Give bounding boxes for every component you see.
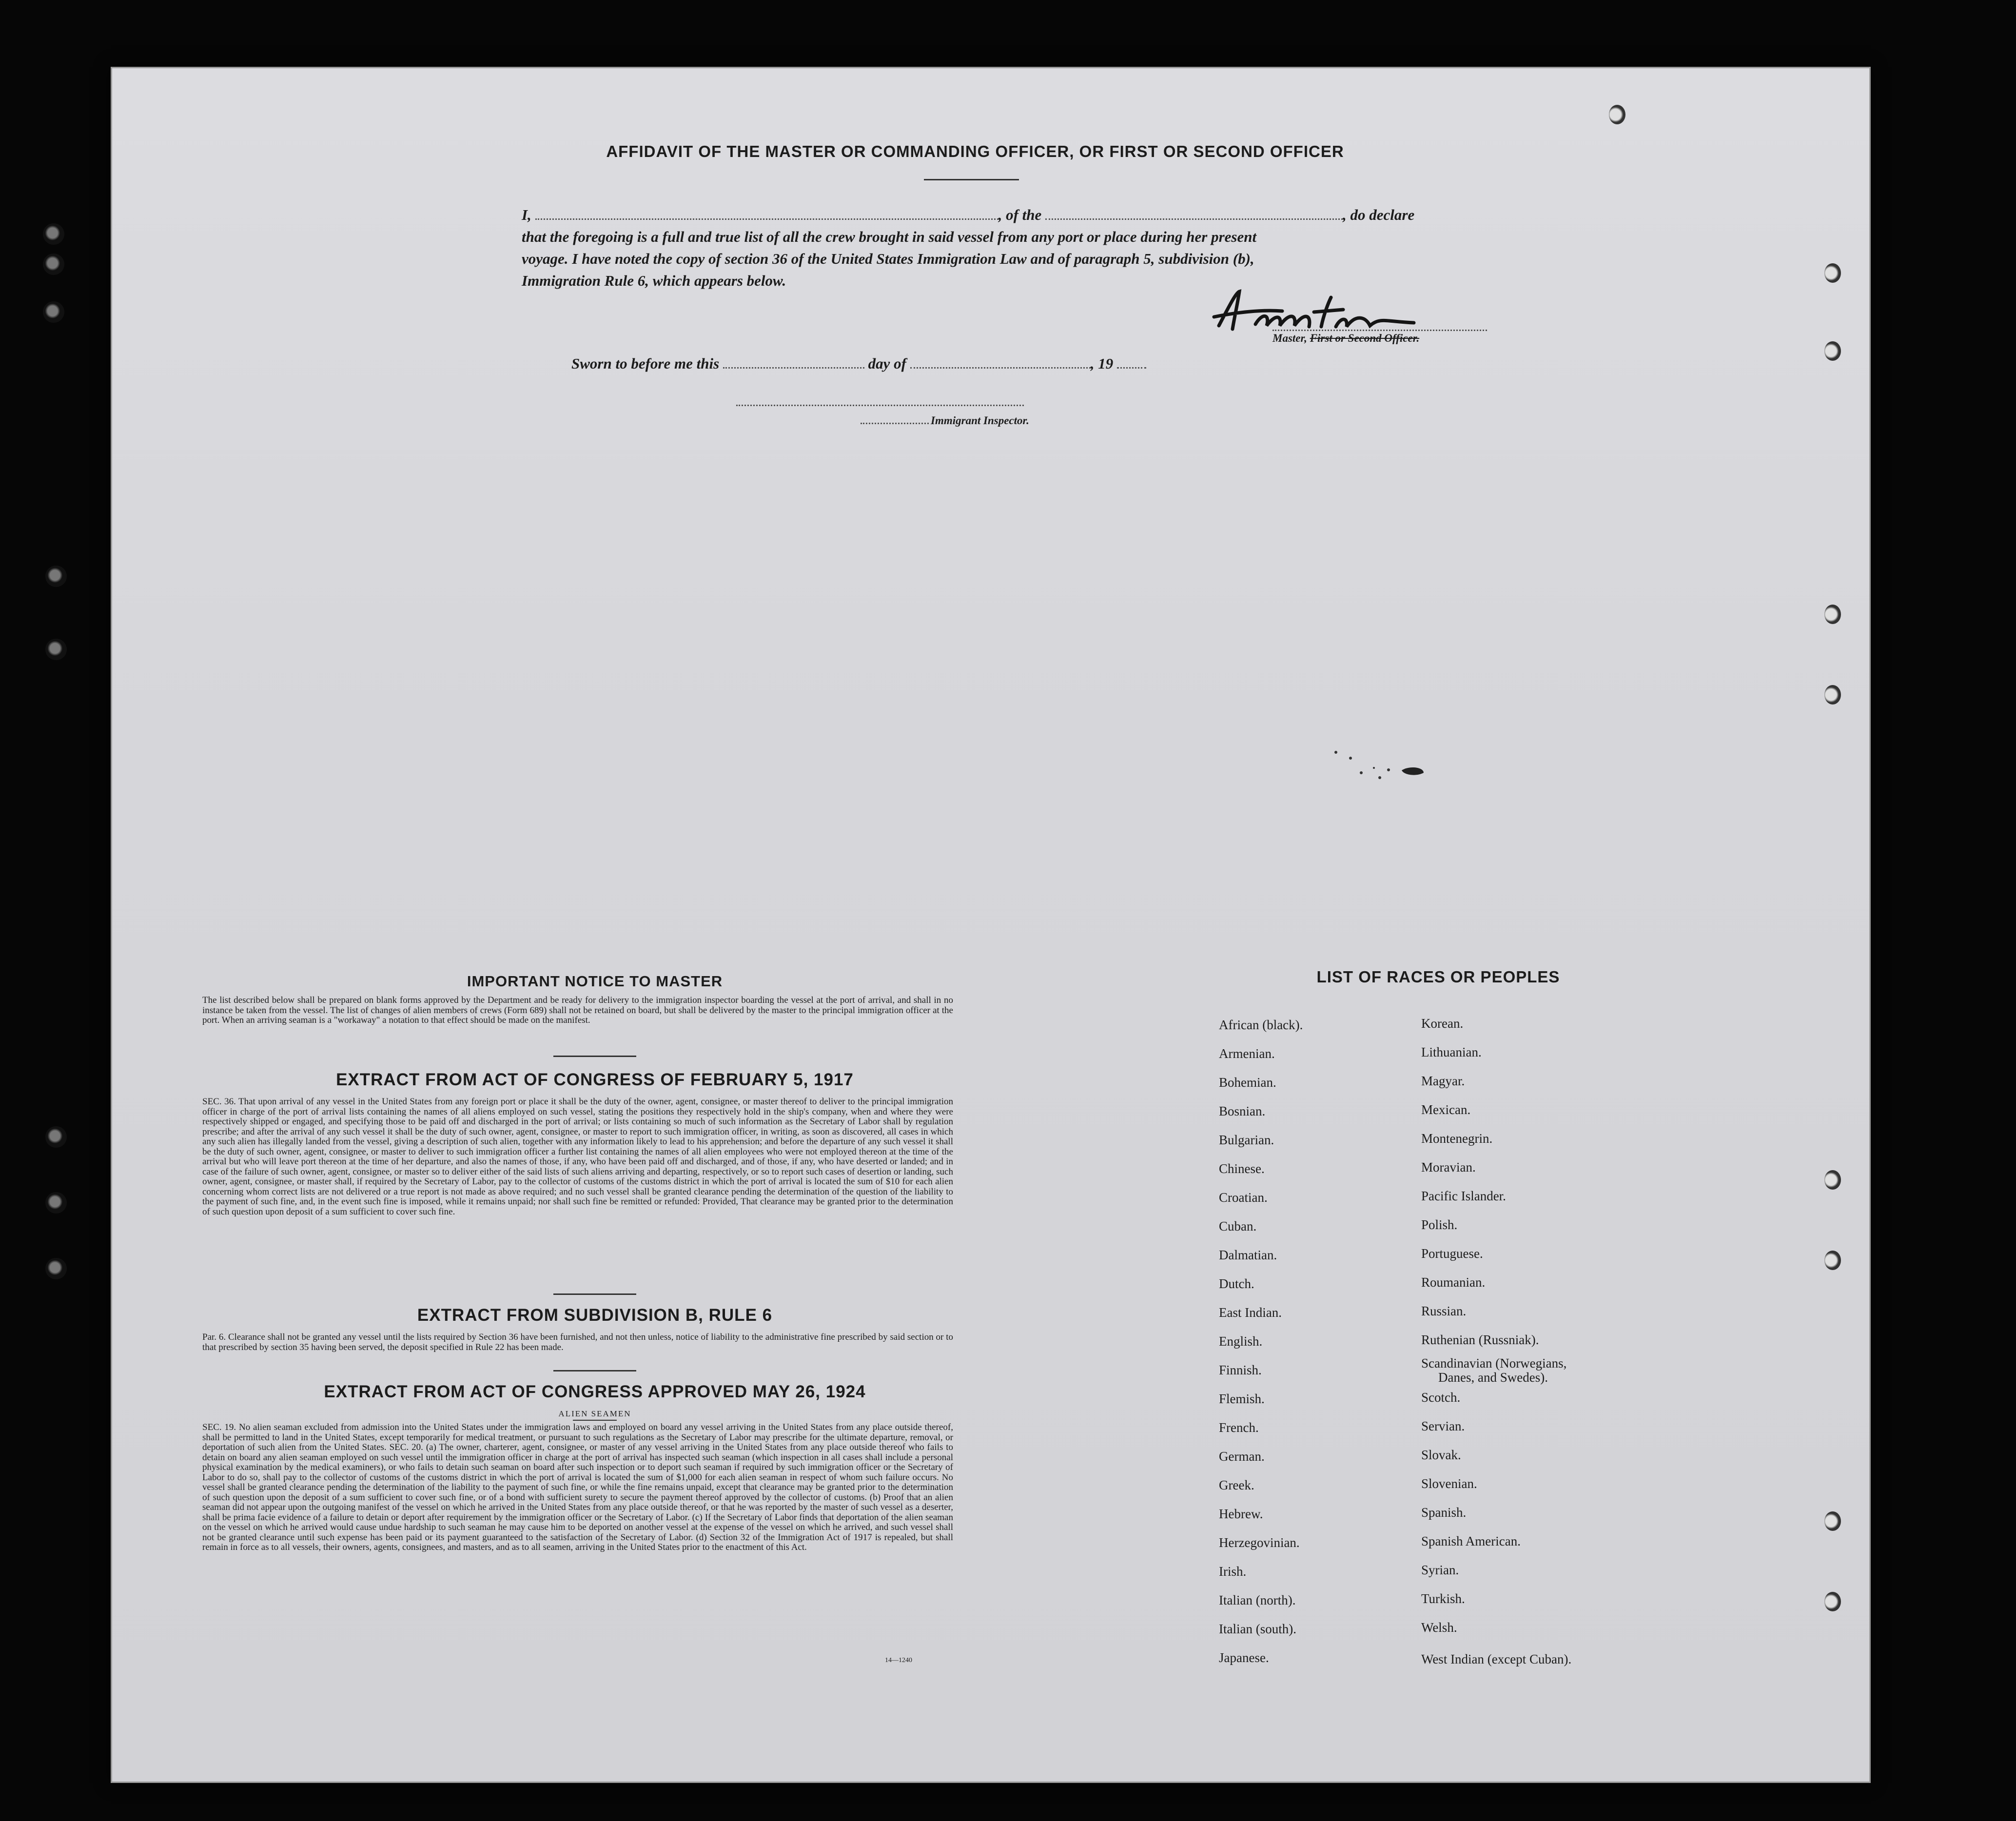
race-scandinavian: Scandinavian (Norwegians, [1421,1356,1567,1371]
race-bosnian: Bosnian. [1219,1104,1266,1118]
race-korean: Korean. [1421,1016,1464,1031]
race-spanish: Spanish. [1421,1505,1467,1520]
affidavit-line-3: voyage. I have noted the copy of section 36 of the United States Immigration Law and of paragraph 5, subdivision (b), [522,250,1254,267]
race-armenian: Armenian. [1219,1046,1275,1061]
punch-hole [45,566,67,587]
race-east-indian: East Indian. [1219,1305,1282,1320]
race-mexican: Mexican. [1421,1102,1471,1117]
race-welsh: Welsh. [1421,1620,1457,1635]
sworn-year: , 19 [1090,355,1114,372]
punch-hole [45,1126,67,1148]
punch-hole [1824,605,1841,624]
race-bulgarian: Bulgarian. [1219,1133,1274,1147]
sworn-month-field[interactable] [910,365,1091,369]
extract-rule6-body: Par. 6. Clearance shall not be granted any vessel until the lists required by Section 36 have been furnished, and not then unless, notice of liability to the administrative fine prescribed by said section or to that prescribed by section 35 having been served, the deposit specified in Rule 22 has been made. [202,1332,953,1352]
section-divider [553,1370,636,1371]
punch-hole [43,223,64,245]
race-montenegrin: Montenegrin. [1421,1131,1493,1146]
punch-hole [1824,263,1841,283]
race-polish: Polish. [1421,1217,1458,1232]
race-portuguese: Portuguese. [1421,1246,1483,1261]
inspector-name-field[interactable] [861,421,929,424]
race-japanese: Japanese. [1219,1650,1269,1665]
notice-title: IMPORTANT NOTICE TO MASTER [467,973,723,990]
master-title [1272,330,1487,345]
do-declare-label: , do declare [1343,206,1415,223]
extract-1917-title: EXTRACT FROM ACT OF CONGRESS OF FEBRUARY 5, 1917 [336,1070,854,1089]
punch-hole [1824,341,1841,361]
punch-hole [1824,1592,1841,1611]
title-underline [924,179,1019,180]
race-italian-south: Italian (south). [1219,1622,1296,1636]
race-roumanian: Roumanian. [1421,1275,1486,1290]
race-finnish: Finnish. [1219,1363,1262,1377]
sworn-prefix: Sworn to before me this [571,355,720,372]
race-flemish: Flemish. [1219,1391,1265,1406]
race-english: English. [1219,1334,1263,1349]
master-signature [1209,288,1463,336]
race-ruthenian: Ruthenian (Russniak). [1421,1332,1539,1347]
punch-hole [43,254,64,275]
punch-hole [1824,1511,1841,1531]
sworn-day-of: day of [868,355,906,372]
punch-hole [1609,105,1625,124]
race-dutch: Dutch. [1219,1276,1254,1291]
declarant-name-field[interactable] [535,216,998,220]
inspector-signature-line[interactable] [736,405,1024,406]
race-bohemian: Bohemian. [1219,1075,1276,1090]
declarant-i: I, [522,206,531,223]
race-servian: Servian. [1421,1419,1465,1433]
race-slovak: Slovak. [1421,1448,1461,1462]
race-hebrew: Hebrew. [1219,1507,1263,1521]
punch-hole [1824,1170,1841,1190]
section-divider [553,1293,636,1295]
extract-rule6-title: EXTRACT FROM SUBDIVISION B, RULE 6 [417,1306,773,1325]
affidavit-line-1 [522,204,1502,226]
race-chinese: Chinese. [1219,1161,1265,1176]
race-turkish: Turkish. [1421,1591,1465,1606]
alien-seamen-subtitle: ALIEN SEAMEN [558,1409,631,1418]
extract-1924-title: EXTRACT FROM ACT OF CONGRESS APPROVED MAY 26, 1924 [324,1382,866,1401]
race-slovenian: Slovenian. [1421,1476,1477,1491]
race-spanish-american: Spanish American. [1421,1534,1521,1548]
section-divider [553,1056,636,1057]
race-russian: Russian. [1421,1304,1467,1318]
race-herzegovinian: Herzegovinian. [1219,1535,1300,1550]
race-croatian: Croatian. [1219,1190,1268,1205]
extract-1924-body: SEC. 19. No alien seaman excluded from admission into the United States under the immigration laws and employed on board any vessel arriving in the United States from any place outside thereof, shall be permitted to land in the United States, except temporarily for medical treatment, or pursuant to such regulations as the Secretary of Labor may prescribe for the ultimate departure, removal, or deportation of such alien from the United States. SEC. 20. (a) The owner, charterer, agent, consignee, or master of any vessel arriving in the United States from any place outside thereof who fails to detain on board any alien seaman employed on such vessel until the immigration officer in charge at the port of arrival has inspected such seaman (which inspection in all cases shall include a personal physical examination by the medical examiners), or who fails to detain such seaman on board after such inspection or to deport such seaman if required by such immigration officer or the Secretary of Labor to do so, shall pay to the collector of customs of the customs district in which the port of arrival is located the sum of $1,000 for each alien seaman in respect of whom such failure occurs. No vessel shall be granted clearance pending the determination of the liability to the payment of such fine, or while the fine remains unpaid, except that clearance may be granted prior to the determination of such question upon the deposit of a sum sufficient to cover such fine, or of a bond with sufficient surety to secure the payment thereof approved by the collector of customs. (b) Proof that an alien seaman did not appear upon the outgoing manifest of the vessel on which he arrived in the United States from any place outside thereof, or that he was reported by the master of such vessel as a deserter, shall be prima facie evidence of a failure to detain or deport after requirement by the immigration officer or the Secretary of Labor. (c) If the Secretary of Labor finds that deportation of the alien seaman on the vessel on which he arrived would cause undue hardship to such seaman he may cause him to be deported on another vessel at the expense of the vessel on which he arrived, and such vessel shall not be granted clearance until such expense has been paid or its payment guaranteed to the satisfaction of the Secretary of Labor. (d) Section 32 of the Immigration Act of 1917 is repealed, but shall remain in force as to all vessels, their owners, agents, consignees, and masters, and as to all seamen, arriving in the United States prior to the enactment of this Act. [202,1422,953,1552]
punch-hole [1824,685,1841,705]
race-german: German. [1219,1449,1265,1464]
form-number: 14—1240 [885,1657,912,1664]
race-greek: Greek. [1219,1478,1254,1492]
race-scotch: Scotch. [1421,1390,1461,1405]
punch-hole [43,301,64,323]
punch-hole [45,1192,67,1214]
race-french: French. [1219,1420,1259,1435]
notice-body: The list described below shall be prepared on blank forms approved by the Department and be ready for delivery to the immigration inspector boarding the vessel at the port of arrival, and shall in no instance be taken from the vessel. The list of changes of alien members of crews (Form 689) shall not be retained on board, but shall be delivered by the master to the principal immigration officer at the port. When an arriving seaman is a "workaway" a notation to that effect should be made on the manifest. [202,995,953,1025]
affidavit-line-2: that the foregoing is a full and true list of all the crew brought in said vessel from any port or place during her present [522,228,1257,245]
race-irish: Irish. [1219,1564,1247,1579]
punch-hole [1824,1251,1841,1270]
race-west-indian: West Indian (except Cuban). [1421,1652,1572,1666]
race-lithuanian: Lithuanian. [1421,1045,1482,1059]
race-italian-north: Italian (north). [1219,1593,1296,1607]
race-syrian: Syrian. [1421,1563,1459,1577]
struck-officer-label: First or Second Officer. [1310,332,1420,344]
punch-hole [45,639,67,660]
punch-hole [45,1258,67,1279]
ink-blot [1331,748,1429,787]
races-title: LIST OF RACES OR PEOPLES [1316,968,1560,986]
race-cuban: Cuban. [1219,1219,1257,1234]
sworn-year-field[interactable] [1117,365,1146,369]
race-african: African (black). [1219,1018,1303,1032]
affidavit-title: AFFIDAVIT OF THE MASTER OR COMMANDING OFFICER, OR FIRST OR SECOND OFFICER [606,142,1344,160]
sworn-day-field[interactable] [723,365,864,369]
race-pacific-islander: Pacific Islander. [1421,1189,1506,1203]
inspector-line [861,414,1029,427]
race-scandinavian-cont: Danes, and Swedes). [1438,1370,1548,1385]
race-magyar: Magyar. [1421,1074,1465,1088]
vessel-name-field[interactable] [1045,216,1343,220]
sworn-line [571,352,1254,374]
master-label: Master, [1272,332,1307,344]
extract-1917-body: SEC. 36. That upon arrival of any vessel in the United States from any foreign port or place it shall be the duty of the owner, agent, consignee, or master thereof to deliver to the principal immigration officer in charge of the port of arrival lists containing the names of all aliens employed on such vessel, stating the positions they respectively hold in the ship's company, when and where they were respectively shipped or engaged, and specifying those to be paid off and discharged in the port of arrival; or lists containing so much of such information as the Secretary of Labor shall by regulation prescribe; and after the arrival of any such vessel it shall be the duty of such owner, agent, consignee, or master to report to such immigration officer, in writing, as soon as discovered, all cases in which any such alien has illegally landed from the vessel, giving a description of such alien, together with any information likely to lead to his apprehension; and before the departure of any such vessel it shall be the duty of such owner, agent, consignee, or master to deliver to such immigration officer a further list containing the names of all alien employees who were not employed thereon at the time of the arrival but who will leave port thereon at the time of her departure, and also the names of those, if any, who have been paid off and discharged, and of those, if any, who have deserted or landed; and in case of the failure of such owner, agent, consignee, or master so to deliver either of the said lists of such aliens arriving and departing, respectively, or so to report such cases of desertion or landing, such owner, agent, consignee, or master shall, if required by the Secretary of Labor, pay to the collector of customs of the customs district in which the port of arrival is located the sum of $10 for each alien concerning whom correct lists are not delivered or a true report is not made as above required; and no such vessel shall be granted clearance pending the determination of the question of the liability to the payment of such fine, and, in the event such fine is imposed, while it remains unpaid; nor shall such fine be remitted or refunded: Provided, That clearance may be granted prior to the determination of such question upon deposit of a sum sufficient to cover such fine. [202,1097,953,1217]
race-dalmatian: Dalmatian. [1219,1248,1277,1262]
of-the-label: , of the [998,206,1042,223]
race-moravian: Moravian. [1421,1160,1476,1175]
affidavit-line-4: Immigration Rule 6, which appears below. [522,272,786,289]
inspector-label: Immigrant Inspector. [931,414,1029,427]
subtitle-underline [573,1420,617,1421]
